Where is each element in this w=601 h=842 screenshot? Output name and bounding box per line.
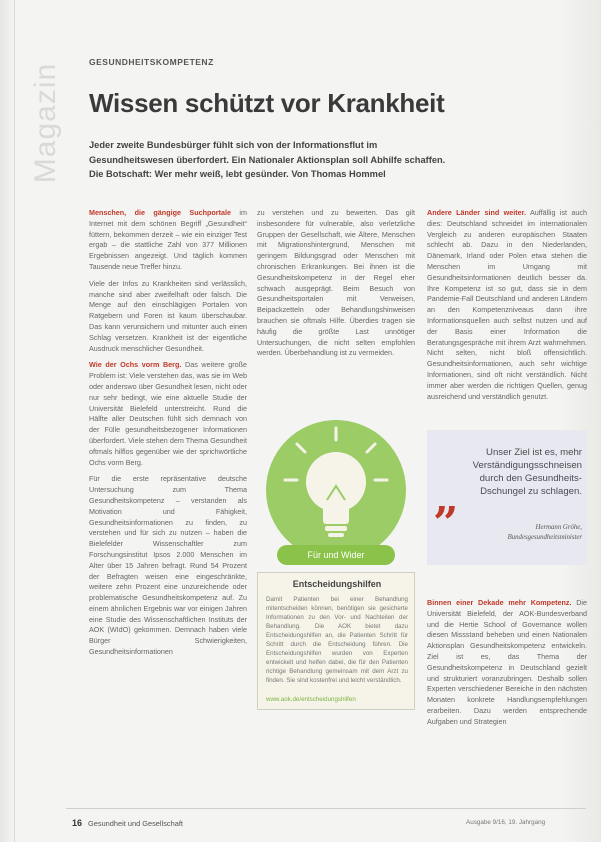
badge-label: Für und Wider [277,545,395,565]
article-headline: Wissen schützt vor Krankheit [89,88,445,118]
subheading: Andere Länder sind weiter. [427,208,527,217]
text-column-1 [89,208,247,664]
page-number: 16 [72,818,83,828]
paragraph: Für die erste repräsentative deutsche Untersuchung zum Thema Gesundheitskompetenz – verstanden als Motivation und Fähigkeit, Gesundheitsinformationen zu finden, zu verstehen und für sich zu nutzen – haben die Bielefelder Wissenschaftler zum Forschungsinstitut Ipsos 2.000 Menschen im Alter über 15 Jahren befragt. Rund 54 Prozent der Befragten weisen eine eingeschränkte, weitere zehn Prozent eine unzureichende oder problematische Gesundheitskompetenz auf. Zu einem ähnlichen Ergebnis war vor einigen Jahren eine Studie des Wissenschaftlichen Instituts der AOK (WIdO) gekommen. Demnach haben viele Bürger Schwierigkeiten, Gesundheitsinformationen [89,474,247,657]
quote-author: Hermann Gröhe, Bundesgesundheitsminister [507,524,582,541]
text-column-3 [427,208,587,408]
footer-issue: Ausgabe 9/16, 19. Jahrgang [466,819,546,826]
subheading: Binnen einer Dekade mehr Kompetenz. [427,598,572,607]
info-box [257,410,415,710]
article-lead: Jeder zweite Bundesbürger fühlt sich von der Informationsflut im Gesundheitswesen überfordert. Ein Nationaler Aktionsplan soll Abhilfe schaffen. Die Botschaft: Wer mehr weiß, lebt gesünder. Von Thomas Hommel [89,140,446,179]
text-column-3-continued [427,598,587,734]
info-box-title: Entscheidungshilfen [292,579,382,589]
quote-mark-icon: ” [433,498,459,549]
subheading: Menschen, die gängige Suchportale [89,208,231,217]
text-column-2 [257,208,415,365]
page-fold-line [14,0,15,842]
footer-left [72,818,183,828]
paragraph: Die Universität Bielefeld, der AOK-Bundesverband und die Hertie School of Governance wollen diesen Missstand beheben und einen Nationalen Aktionsplan Gesundheitskompetenz entwickeln. Ziel ist es, das Thema der Gesundheitskompetenz in Deutschland gezielt und strukturiert voranzubringen. Deshalb sollen Experten verschiedener Bereiche in den nächsten Monaten konkrete Handlungsempfehlungen erarbeiten. Dazu werden entsprechende Aufgaben und Strategien [427,598,588,726]
pull-quote [427,430,587,565]
footer-divider [66,808,586,809]
section-kicker: GESUNDHEITSKOMPETENZ [89,57,214,67]
paragraph: Viele der Infos zu Krankheiten sind verlässlich, manche sind aber zweifelhaft oder falsch. Die Menge auf den einschlägigen Portalen von Ratgebern und Foren ist kaum überschaubar. Das kann verunsichern und mitunter auch einen Schlag versetzen. Krankheit ist der eigentliche Ausdruck menschlicher Gesundheit. [89,278,247,353]
subheading: Wie der Ochs vorm Berg. [89,360,182,370]
info-box-link[interactable]: www.aok.de/entscheidungshilfen [266,696,356,703]
quote-text: Unser Ziel ist es, mehr Verständigungsschneisen durch den Gesundheits-Dschungel zu schlagen. [472,447,582,497]
paragraph: zu verstehen und zu bewerten. Das gilt insbesondere für vulnerable, also verletzliche Gruppen der Gesellschaft, wie Ältere, Menschen mit Migrationshintergrund, Menschen mit geringem Bildungsgrad oder Menschen mit chronischen Erkrankungen. Bei ihnen ist die Gesundheitskompetenz in der Regel eher schwach ausgeprägt. Beim Besuch von Gesundheitsportalen mit Verweisen, Beipackzetteln oder Behandlungshinweisen brauchen sie oftmals Hilfe. Überdies tragen sie häufig die größte Last unnötiger Untersuchungen, die nicht selten empfohlen werden. Überbehandlung ist zu vermeiden. [257,208,415,358]
paragraph: Auffällig ist auch dies: Deutschland schneidet im internationalen Vergleich zu anderen europäischen Staaten schlecht ab. Dazu in den Niederlanden, Dänemark, Irland oder Polen etwa stehen die Menschen im Umgang mit Gesundheitsinformationen deutlich besser da. Ihre Kompetenz ist so gut, dass sie in dem Pandemie-Fall Deutschland und anderen Ländern an den Kompetenzniveaus dann ihre Informationsquellen auch selbst nutzen und auf der Basis einer Information die Beratungsgespräche mit ihrem Arzt wahrnehmen. Nicht selten, nicht bloß offensichtlich. Gesundheitsinformationen, auch sehr wichtige Informationen, sind oft nicht verständlich. Nicht immer aber werden die richtigen Quellen, genug ausreichend und verständlich genutzt. [427,208,587,401]
paragraph: im Internet mit dem schönen Begriff „Gesundheit“ füttern, bekommen derzeit – wie ein einziger Test ergab – die stattliche Zahl von 377 Millionen Ergebnissen angezeigt. Und täglich kommen Tausende neue Treffer hinzu. [89,208,248,271]
footer-section: Gesundheit und Gesellschaft [88,819,183,828]
info-box-body [257,572,415,710]
paragraph: Das weitere große Problem ist: Viele verstehen das, was sie im Web oder anderswo über Gesundheit lesen, nicht oder nur sehr bedingt, wie eine aktuelle Studie der Universität Bielefeld unterstreicht. Rund die Hälfte aller Deutschen fühlt sich demnach von der Fülle gesundheitsbezogener Informationen überfordert. Viele stehen dem Thema Gesundheit oftmals hilflos gegenüber wie der sprichwörtliche Ochs vorm Berg. [89,360,247,467]
info-box-text: Damit Patienten bei einer Behandlung mitentscheiden können, benötigen sie gesicherte Informationen zu den Vor- und Nachteilen der Behandlung. Die AOK bietet dazu Entscheidungshilfen an, die Patienten Schritt für Schritt durch die Entscheidung führen. Die Entscheidungshilfen wurden von Experten entwickelt und helfen dabei, die für den Patienten richtige Behandlung gemeinsam mit dem Arzt zu finden. Sie sind kostenfrei und leicht verständlich. [266,596,408,684]
magazine-tab: Magazin [29,62,62,184]
